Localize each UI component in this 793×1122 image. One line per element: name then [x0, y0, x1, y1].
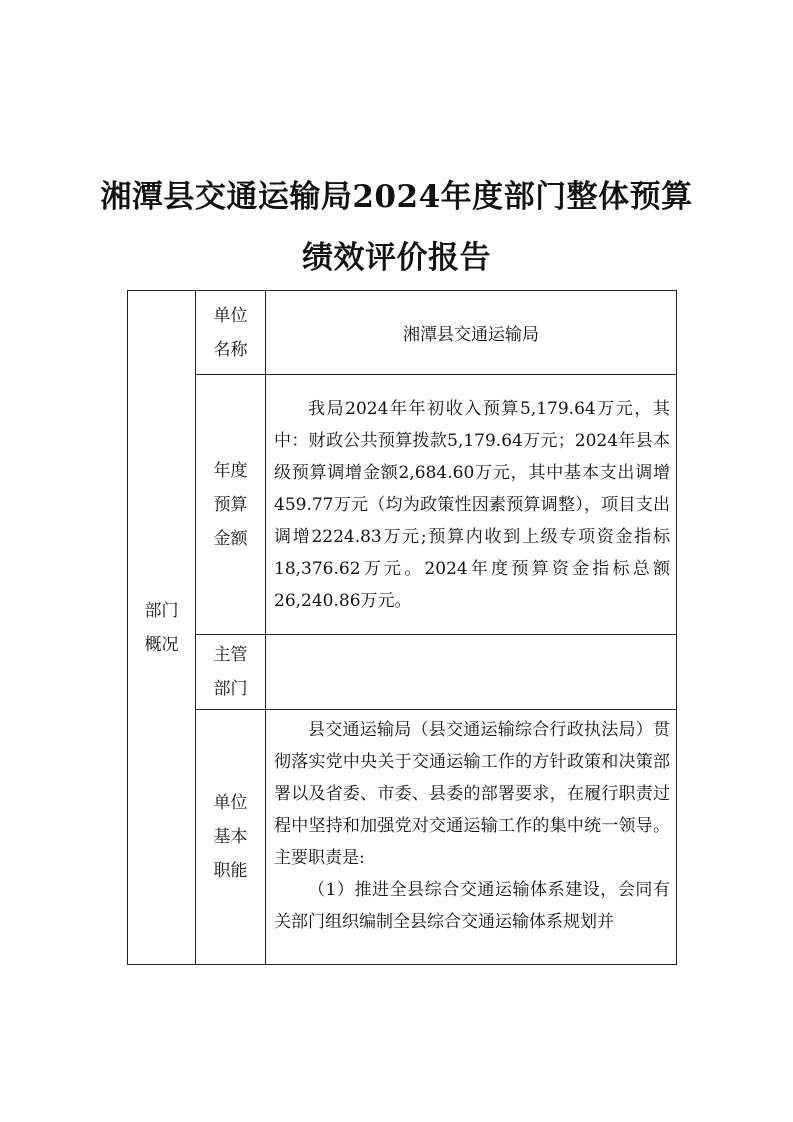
label-line: 职能 [213, 861, 248, 881]
document-title-line-1: 湘潭县交通运输局2024年度部门整体预算 [100, 179, 693, 215]
table-row [128, 635, 677, 710]
table-row [128, 710, 677, 965]
label-line: 预算 [213, 494, 248, 515]
department-overview-table [127, 290, 677, 965]
row-label-annual-budget [196, 375, 266, 635]
label-line: 名称 [213, 339, 248, 360]
label-line: 单位 [213, 793, 248, 813]
row-label-basic-functions [196, 710, 266, 965]
supervising-department-value [266, 635, 677, 710]
label-line: 年度 [213, 460, 248, 481]
label-line: 单位 [213, 305, 248, 326]
label-line: 部门 [213, 679, 248, 699]
section-label-line: 部门 [144, 600, 179, 621]
section-label-line: 概况 [144, 634, 179, 655]
section-label [128, 291, 196, 965]
table-row [128, 375, 677, 635]
annual-budget-value [266, 375, 677, 635]
label-line: 主管 [213, 645, 248, 665]
basic-functions-value [266, 710, 677, 965]
row-label-unit-name [196, 291, 266, 375]
functions-paragraph: 县交通运输局（县交通运输综合行政执法局）贯彻落实党中央关于交通运输工作的方针政策和决策部署以及省委、市委、县委的部署要求，在履行职责过程中坚持和加强党对交通运输工作的集中统一领导。主要职责是: [274, 720, 670, 868]
label-line: 金额 [213, 528, 248, 549]
budget-paragraph: 我局2024年年初收入预算5,179.64万元，其中：财政公共预算拨款5,179.64万元；2024年县本级预算调增金额2,684.60万元，其中基本支出调增459.77万元（均为政策性因素预算调整），项目支出调增2224.83万元;预算内收到上级专项资金指标18,376.62万元。2024年度预算资金指标总额26,240.86万元。 [274, 398, 670, 611]
unit-name-value: 湘潭县交通运输局 [266, 291, 677, 375]
document-title-line-2: 绩效评价报告 [302, 240, 491, 276]
label-line: 基本 [213, 827, 248, 847]
table-row [128, 291, 677, 375]
row-label-supervising-department [196, 635, 266, 710]
functions-text-clip [274, 714, 670, 964]
functions-paragraph: （1）推进全县综合交通运输体系建设，会同有关部门组织编制全县综合交通运输体系规划并 [274, 880, 670, 932]
